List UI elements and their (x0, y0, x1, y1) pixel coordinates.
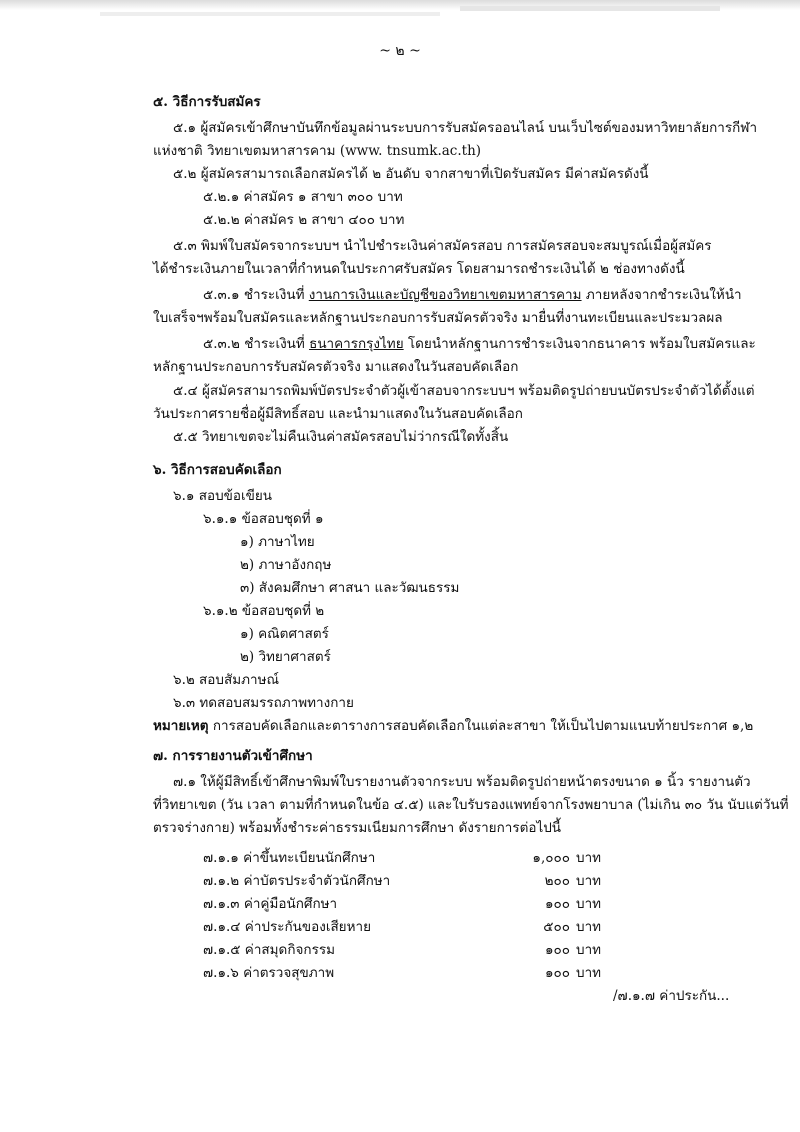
paragraph-5-5: ๕.๕ วิทยาเขตจะไม่คืนเงินค่าสมัครสอบไม่ว่ากรณีใดทั้งสิ้น (173, 429, 509, 445)
fee-item-label: ๗.๑.๕ ค่าสมุดกิจกรรม (203, 942, 335, 958)
paragraph-5-3-2-prefix: ๕.๓.๒ ชำระเงินที่ (203, 336, 310, 352)
scan-edge-mark (460, 6, 720, 11)
paragraph-6-1-2: ๖.๑.๒ ข้อสอบชุดที่ ๒ (203, 603, 325, 619)
fee-item-label: ๗.๑.๒ ค่าบัตรประจำตัวนักศึกษา (203, 873, 391, 889)
fee-item-unit: บาท (576, 942, 602, 958)
continuation-note: /๗.๑.๗ ค่าประกัน... (613, 988, 730, 1004)
note-text: การสอบคัดเลือกและตารางการสอบคัดเลือกในแต่ละสาขา ให้เป็นไปตามแนบท้ายประกาศ ๑,๒ (208, 718, 754, 734)
fee-item-amount: ๒๐๐ (544, 873, 570, 889)
paragraph-5-3-1-prefix: ๕.๓.๑ ชำระเงินที่ (203, 287, 309, 303)
scan-edge-mark (100, 12, 440, 16)
paragraph-6-3: ๖.๓ ทดสอบสมรรถภาพทางกาย (173, 695, 354, 711)
fee-item-label: ๗.๑.๖ ค่าตรวจสุขภาพ (203, 965, 335, 981)
fee-item-amount: ๑๐๐ (544, 896, 570, 912)
fee-item-unit: บาท (576, 919, 602, 935)
paragraph-7-1-line3: ตรวจร่างกาย) พร้อมทั้งชำระค่าธรรมเนียมการศึกษา ดังรายการต่อไปนี้ (153, 820, 562, 836)
exam-set1-item: ๒) ภาษาอังกฤษ (240, 557, 332, 573)
finance-office-underlined: งานการเงินและบัญชีของวิทยาเขตมหาสารคาม (308, 287, 582, 303)
fee-item-label: ๗.๑.๔ ค่าประกันของเสียหาย (203, 919, 371, 935)
fee-item-unit: บาท (576, 965, 602, 981)
paragraph-5-2: ๕.๒ ผู้สมัครสามารถเลือกสมัครได้ ๒ อันดับ จากสาขาที่เปิดรับสมัคร มีค่าสมัครดังนี้ (173, 166, 649, 182)
paragraph-6-1: ๖.๑ สอบข้อเขียน (173, 488, 272, 504)
paragraph-5-3-2-suffix: โดยนำหลักฐานการชำระเงินจากธนาคาร พร้อมใบสมัครและ (403, 336, 756, 352)
paragraph-6-1-1: ๖.๑.๑ ข้อสอบชุดที่ ๑ (203, 511, 324, 527)
paragraph-5-3-2-line2: หลักฐานประกอบการรับสมัครตัวจริง มาแสดงในวันสอบคัดเลือก (153, 359, 519, 375)
fee-item-amount: ๑,๐๐๐ (532, 850, 570, 866)
exam-set2-item: ๑) คณิตศาสตร์ (240, 626, 329, 642)
krungthai-bank-underlined: ธนาคารกรุงไทย (309, 336, 404, 352)
paragraph-5-3-1-line1 (203, 287, 742, 303)
paragraph-6-2: ๖.๒ สอบสัมภาษณ์ (173, 672, 280, 688)
paragraph-7-1-line1: ๗.๑ ให้ผู้มีสิทธิ์เข้าศึกษาพิมพ์ใบรายงานตัวจากระบบ พร้อมติดรูปถ่ายหน้าตรงขนาด ๑ นิ้ว รายงานตัว (173, 774, 751, 790)
fee-item-amount: ๑๐๐ (544, 965, 570, 981)
page-number: ~ ๒ ~ (379, 43, 421, 59)
fee-item-label: ๗.๑.๑ ค่าขึ้นทะเบียนนักศึกษา (203, 850, 376, 866)
paragraph-5-1-line2: แห่งชาติ วิทยาเขตมหาสารคาม (www. tnsumk.ac.th) (153, 143, 482, 159)
fee-item-amount: ๑๐๐ (544, 942, 570, 958)
exam-set1-item: ๓) สังคมศึกษา ศาสนา และวัฒนธรรม (240, 580, 460, 596)
section5-heading: ๕. วิธีการรับสมัคร (153, 94, 261, 110)
fee-item-unit: บาท (576, 850, 602, 866)
paragraph-5-3-line2: ได้ชำระเงินภายในเวลาที่กำหนดในประกาศรับสมัคร โดยสามารถชำระเงินได้ ๒ ช่องทางดังนี้ (153, 261, 685, 277)
exam-set1-item: ๑) ภาษาไทย (240, 534, 315, 550)
paragraph-5-3-line1: ๕.๓ พิมพ์ใบสมัครจากระบบฯ นำไปชำระเงินค่าสมัครสอบ การสมัครสอบจะสมบูรณ์เมื่อผู้สมัคร (173, 238, 712, 254)
section7-heading: ๗. การรายงานตัวเข้าศึกษา (153, 748, 313, 764)
paragraph-7-1-line2: ที่วิทยาเขต (วัน เวลา ตามที่กำหนดในข้อ ๔.๕) และใบรับรองแพทย์จากโรงพยาบาล (ไม่เกิน ๓๐ วัน นับแต่วันที่ (153, 797, 789, 813)
section6-heading: ๖. วิธีการสอบคัดเลือก (153, 462, 282, 478)
paragraph-5-2-2: ๕.๒.๒ ค่าสมัคร ๒ สาขา ๔๐๐ บาท (203, 212, 405, 228)
paragraph-5-1-line1: ๕.๑ ผู้สมัครเข้าศึกษาบันทึกข้อมูลผ่านระบบการรับสมัครออนไลน์ บนเว็บไซต์ของมหาวิทยาลัยการกีฬา (173, 120, 758, 136)
fee-item-unit: บาท (576, 873, 602, 889)
paragraph-5-3-2-line1 (203, 336, 756, 352)
fee-item-unit: บาท (576, 896, 602, 912)
paragraph-5-2-1: ๕.๒.๑ ค่าสมัคร ๑ สาขา ๓๐๐ บาท (203, 189, 403, 205)
paragraph-5-3-1-line2: ใบเสร็จฯพร้อมใบสมัครและหลักฐานประกอบการรับสมัครตัวจริง มายื่นที่งานทะเบียนและประมวลผล (153, 310, 723, 326)
note-label: หมายเหตุ (153, 718, 209, 734)
fee-item-amount: ๕๐๐ (543, 919, 570, 935)
exam-set2-item: ๒) วิทยาศาสตร์ (240, 649, 331, 665)
fee-item-label: ๗.๑.๓ ค่าคู่มือนักศึกษา (203, 896, 338, 912)
paragraph-5-4-line1: ๕.๔ ผู้สมัครสามารถพิมพ์บัตรประจำตัวผู้เข้าสอบจากระบบฯ พร้อมติดรูปถ่ายบนบัตรประจำตัวได้ตั้งแต่ (173, 383, 755, 399)
paragraph-5-3-1-suffix: ภายหลังจากชำระเงินให้นำ (581, 287, 742, 303)
note-line (153, 718, 753, 734)
paragraph-5-4-line2: วันประกาศรายชื่อผู้มีสิทธิ์สอบ และนำมาแสดงในวันสอบคัดเลือก (153, 406, 523, 422)
